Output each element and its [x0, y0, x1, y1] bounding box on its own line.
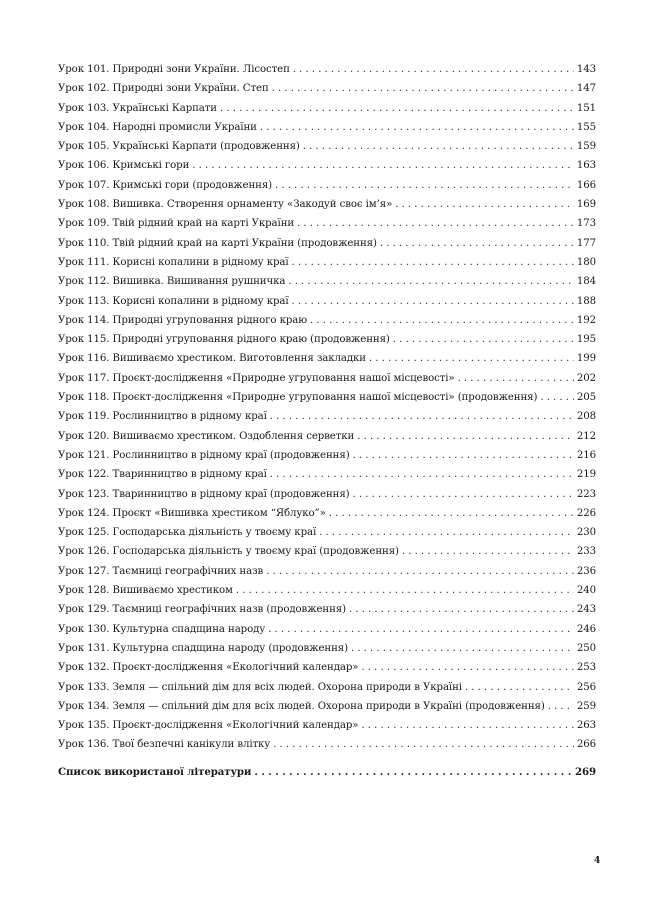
toc-entry-title: Урок 129. Таємниці географічних назв (продовження)	[58, 604, 346, 616]
toc-entry-title: Урок 135. Проєкт-дослідження «Екологічний календар»	[58, 720, 359, 732]
toc-entry	[58, 214, 596, 233]
toc-entry	[58, 658, 596, 677]
toc-entry-page: 226	[576, 507, 596, 519]
toc-entry	[58, 639, 596, 658]
toc-entry-page: 246	[576, 623, 596, 635]
dot-leader	[393, 330, 574, 349]
toc-entry-page: 266	[576, 739, 596, 751]
toc-entry-title: Урок 115. Природні угруповання рідного краю (продовження)	[58, 334, 390, 346]
dot-leader	[288, 272, 573, 291]
dot-leader	[357, 427, 574, 446]
dot-leader	[303, 137, 574, 156]
toc-entry-bibliography	[58, 763, 596, 782]
toc-entry-title: Список використаної літератури	[58, 765, 252, 778]
dot-leader	[236, 581, 574, 600]
toc-entry	[58, 330, 596, 349]
toc-entry-page: 219	[576, 469, 596, 481]
toc-entry	[58, 195, 596, 214]
dot-leader	[369, 349, 574, 368]
toc-entry-title: Урок 132. Проєкт-дослідження «Екологічний календар»	[58, 662, 359, 674]
dot-leader	[361, 658, 573, 677]
toc-entry	[58, 388, 596, 407]
toc-entry-page: 184	[576, 276, 596, 288]
toc-entry-page: 166	[576, 179, 596, 191]
toc-entry-page: 253	[576, 662, 596, 674]
toc-entry	[58, 427, 596, 446]
toc-entry-title: Урок 104. Народні промисли України	[58, 121, 257, 133]
dot-leader	[402, 542, 574, 561]
toc-entry-page: 256	[576, 681, 596, 693]
dot-leader	[353, 446, 574, 465]
toc-entry-title: Урок 133. Земля — спільний дім для всіх людей. Охорона природи в Україні	[58, 681, 462, 693]
dot-leader	[540, 388, 573, 407]
toc-entry-page: 230	[576, 527, 596, 539]
toc-entry-page: 155	[576, 121, 596, 133]
toc-entry-title: Урок 122. Тваринництво в рідному краї	[58, 469, 267, 481]
toc-entry-title: Урок 103. Українські Карпати	[58, 102, 218, 114]
toc-entry	[58, 446, 596, 465]
toc-entry	[58, 349, 596, 368]
toc-entry-page: 188	[576, 295, 596, 307]
toc-entry-title: Урок 128. Вишиваємо хрестиком	[58, 585, 233, 597]
toc-entry	[58, 735, 596, 754]
dot-leader	[275, 176, 574, 195]
toc-entry	[58, 137, 596, 156]
toc-entry-page: 216	[576, 449, 596, 461]
toc-entry-page: 195	[576, 334, 596, 346]
dot-leader	[380, 234, 574, 253]
toc-entry	[58, 272, 596, 291]
toc-entry	[58, 562, 596, 581]
dot-leader	[293, 60, 574, 79]
toc-entry-title: Урок 123. Тваринництво в рідному краї (продовження)	[58, 488, 350, 500]
toc-entry-title: Урок 116. Вишиваємо хрестиком. Виготовлення закладки	[58, 353, 366, 365]
toc-entry-page: 199	[576, 353, 596, 365]
toc-entry-page: 205	[576, 392, 596, 404]
dot-leader	[329, 504, 574, 523]
page-number: 4	[594, 856, 601, 866]
toc-entry-title: Урок 130. Культурна спадщина народу	[58, 623, 266, 635]
dot-leader	[270, 407, 574, 426]
toc-entry-title: Урок 131. Культурна спадщина народу (продовження)	[58, 642, 348, 654]
toc-entry-page: 212	[576, 430, 596, 442]
toc-entry-title: Урок 134. Земля — спільний дім для всіх людей. Охорона природи в Україні (продовження)	[58, 700, 545, 712]
toc-entry-title: Урок 119. Рослинництво в рідному краї	[58, 411, 267, 423]
dot-leader	[458, 369, 574, 388]
toc-entry-title: Урок 114. Природні угруповання рідного краю	[58, 314, 307, 326]
toc-entry-page: 208	[576, 411, 596, 423]
toc-entry-title: Урок 121. Рослинництво в рідному краї (продовження)	[58, 449, 350, 461]
dot-leader	[273, 735, 574, 754]
toc-entry-title: Урок 112. Вишивка. Вишивання рушничка	[58, 276, 286, 288]
toc-entry-title: Урок 136. Твої безпечні канікули влітку	[58, 739, 271, 751]
toc-entry	[58, 60, 596, 79]
dot-leader	[465, 678, 574, 697]
toc-entry-page: 259	[576, 700, 596, 712]
toc-entry	[58, 311, 596, 330]
toc-entry-title: Урок 120. Вишиваємо хрестиком. Оздоблення серветки	[58, 430, 355, 442]
toc-entry	[58, 697, 596, 716]
toc-entry-title: Урок 107. Кримські гори (продовження)	[58, 179, 273, 191]
toc-entry	[58, 465, 596, 484]
toc-entry	[58, 79, 596, 98]
toc-entry	[58, 504, 596, 523]
toc-entry-page: 177	[576, 237, 596, 249]
toc-entry-page: 192	[576, 314, 596, 326]
dot-leader	[292, 253, 574, 272]
dot-leader	[353, 485, 574, 504]
toc-entry-page: 163	[576, 160, 596, 172]
toc-entry	[58, 234, 596, 253]
dot-leader	[319, 523, 574, 542]
toc-entry-title: Урок 118. Проєкт-дослідження «Природне угруповання нашої місцевості» (продовження)	[58, 392, 538, 404]
toc-entry	[58, 292, 596, 311]
dot-leader	[297, 214, 574, 233]
dot-leader	[260, 118, 574, 137]
toc-entry-title: Урок 105. Українські Карпати (продовження)	[58, 141, 300, 153]
toc-entry	[58, 523, 596, 542]
toc-entry-page: 143	[576, 64, 596, 75]
toc-entry	[58, 156, 596, 175]
toc-entry	[58, 678, 596, 697]
toc-entry-title: Урок 113. Корисні копалини в рідному краї	[58, 295, 289, 307]
toc-entry	[58, 620, 596, 639]
toc-entry	[58, 581, 596, 600]
toc-entry-title: Урок 125. Господарська діяльність у твоєму краї	[58, 527, 317, 539]
toc-entry-title: Урок 101. Природні зони України. Лісостеп	[58, 64, 290, 75]
dot-leader	[266, 562, 574, 581]
dot-leader	[349, 600, 574, 619]
toc-entry-page: 223	[576, 488, 596, 500]
toc-entry-title: Урок 109. Твій рідний край на карті України	[58, 218, 295, 230]
dot-leader	[548, 697, 574, 716]
toc-entry-title: Урок 108. Вишивка. Створення орнаменту «Закодуй своє ім’я»	[58, 199, 393, 211]
toc-entry	[58, 253, 596, 272]
toc-entry-title: Урок 124. Проєкт «Вишивка хрестиком “Яблуко”»	[58, 507, 326, 519]
toc-entry-page: 159	[576, 141, 596, 153]
toc-entry	[58, 369, 596, 388]
toc-entry-page: 233	[576, 546, 596, 558]
toc-entry-title: Урок 126. Господарська діяльність у твоєму краї (продовження)	[58, 546, 399, 558]
toc-entry-page: 236	[576, 565, 596, 577]
toc-entry-title: Урок 127. Таємниці географічних назв	[58, 565, 264, 577]
dot-leader	[310, 311, 574, 330]
toc-entry-page: 147	[576, 83, 596, 95]
dot-leader	[192, 156, 574, 175]
dot-leader	[270, 465, 574, 484]
toc-entry-title: Урок 102. Природні зони України. Степ	[58, 83, 269, 95]
toc-entry-title: Урок 106. Кримські гори	[58, 160, 190, 172]
toc-entry-title: Урок 111. Корисні копалини в рідному краї	[58, 256, 289, 268]
toc-entry	[58, 407, 596, 426]
toc-entry-page: 250	[576, 642, 596, 654]
toc-entry-page: 202	[576, 372, 596, 384]
toc-entry-page: 263	[576, 720, 596, 732]
toc-entry-page: 169	[576, 199, 596, 211]
toc-entry	[58, 99, 596, 118]
dot-leader	[268, 620, 574, 639]
toc-entry-title: Урок 117. Проєкт-дослідження «Природне угруповання нашої місцевості»	[58, 372, 455, 384]
dot-leader	[272, 79, 574, 98]
toc-entry	[58, 485, 596, 504]
dot-leader	[395, 195, 574, 214]
toc-entry	[58, 716, 596, 735]
toc-entry-page: 243	[576, 604, 596, 616]
toc-entry-page: 173	[576, 218, 596, 230]
toc-entry-title: Урок 110. Твій рідний край на карті України (продовження)	[58, 237, 377, 249]
toc-entry-page: 180	[576, 256, 596, 268]
toc-entry	[58, 176, 596, 195]
toc-entry	[58, 542, 596, 561]
dot-leader	[292, 292, 574, 311]
toc-entry-page: 240	[576, 585, 596, 597]
table-of-contents	[58, 60, 596, 782]
dot-leader	[254, 763, 572, 782]
toc-entry	[58, 118, 596, 137]
toc-entry	[58, 600, 596, 619]
toc-entry-page: 151	[576, 102, 596, 114]
dot-leader	[220, 99, 574, 118]
toc-entry-page: 269	[575, 765, 596, 778]
dot-leader	[351, 639, 574, 658]
dot-leader	[361, 716, 573, 735]
